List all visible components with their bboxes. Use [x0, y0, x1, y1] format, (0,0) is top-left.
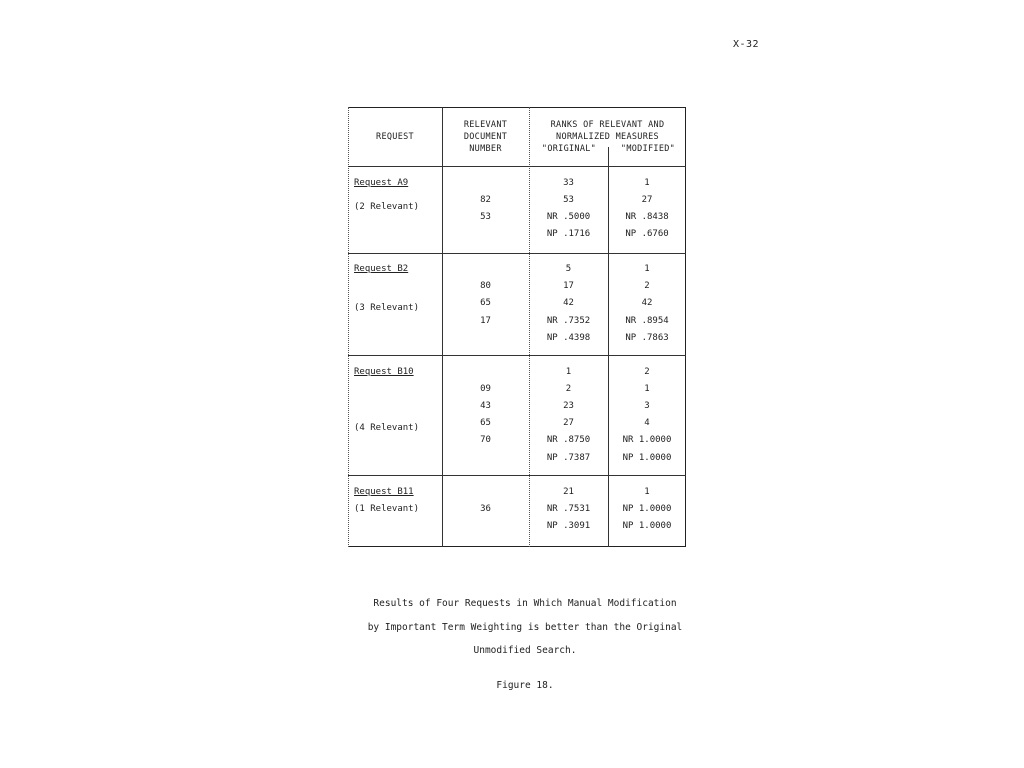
modified-measure: NR .8438 [625, 212, 669, 222]
doc-number: 82 [480, 195, 491, 205]
doc-number: 36 [480, 504, 491, 514]
doc-number: 53 [480, 212, 491, 222]
page-number: X-32 [733, 39, 760, 50]
doc-number: 65 [480, 298, 491, 308]
modified-rank: 2 [644, 281, 650, 291]
relevant-count: (1 Relevant) [354, 504, 420, 514]
modified-measure: NR .8954 [625, 316, 669, 326]
original-measure: NR .7352 [546, 316, 591, 326]
header-request: REQUEST [376, 132, 414, 142]
original-measure: NP .1716 [546, 229, 591, 239]
caption-line-2: by Important Term Weighting is better than the Original [367, 622, 683, 633]
caption-line-1: Results of Four Requests in Which Manual Modification [373, 598, 677, 609]
original-rank: 27 [563, 418, 574, 428]
doc-number: 70 [480, 435, 491, 445]
header-relevant-line2: DOCUMENT [463, 132, 508, 142]
group-rule-1 [348, 253, 686, 254]
doc-number: 80 [480, 281, 491, 291]
modified-measure: NP .7863 [625, 333, 669, 343]
original-rank: 33 [563, 178, 574, 188]
results-table [348, 107, 686, 547]
modified-measure: NP 1.0000 [622, 453, 672, 463]
col-sep-left [348, 107, 349, 547]
header-modified: "MODIFIED" [620, 144, 676, 154]
modified-rank: 1 [644, 384, 650, 394]
original-rank: 17 [563, 281, 574, 291]
request-label: Request B11 [354, 487, 414, 497]
original-rank: 2 [565, 384, 572, 394]
request-label: Request A9 [354, 178, 409, 188]
table-right-rule [685, 107, 686, 547]
modified-rank: 1 [644, 264, 650, 274]
relevant-count: (3 Relevant) [354, 303, 420, 313]
original-measure: NR .5000 [546, 212, 591, 222]
modified-rank: 1 [644, 487, 650, 497]
original-measure: NP .4398 [546, 333, 591, 343]
doc-number: 43 [480, 401, 491, 411]
figure-label: Figure 18. [496, 680, 554, 691]
header-relevant-line1: RELEVANT [463, 120, 508, 130]
header-original: "ORIGINAL" [541, 144, 597, 154]
modified-rank: 3 [644, 401, 650, 411]
table-top-rule [348, 107, 686, 108]
header-ranks-line1: RANKS OF RELEVANT AND [550, 120, 665, 130]
modified-measure: NR 1.0000 [622, 435, 672, 445]
request-label: Request B2 [354, 264, 409, 274]
doc-number: 09 [480, 384, 491, 394]
modified-measure: NP .6760 [625, 229, 669, 239]
original-measure: NR .7531 [546, 504, 591, 514]
modified-rank: 4 [644, 418, 650, 428]
original-rank: 42 [563, 298, 574, 308]
original-measure: NP .3091 [546, 521, 591, 531]
original-rank: 23 [563, 401, 574, 411]
relevant-count: (2 Relevant) [354, 202, 420, 212]
original-measure: NR .8750 [546, 435, 591, 445]
original-rank: 5 [565, 264, 572, 274]
header-ranks-line2: NORMALIZED MEASURES [556, 132, 659, 142]
table-bottom-rule [348, 546, 686, 547]
modified-rank: 1 [644, 178, 650, 188]
modified-measure: NP 1.0000 [622, 521, 672, 531]
modified-rank: 27 [641, 195, 653, 205]
modified-rank: 2 [644, 367, 650, 377]
doc-number: 17 [480, 316, 491, 326]
relevant-count: (4 Relevant) [354, 423, 420, 433]
header-relevant-doc [442, 119, 529, 155]
modified-measure: NP 1.0000 [622, 504, 672, 514]
caption-line-3: Unmodified Search. [473, 645, 577, 656]
original-rank: 1 [565, 367, 572, 377]
header-rule [348, 166, 686, 167]
group-rule-2 [348, 355, 686, 356]
original-rank: 53 [563, 195, 574, 205]
header-ranks [529, 119, 686, 143]
original-measure: NP .7387 [546, 453, 591, 463]
col-sep-doc [529, 107, 530, 547]
header-relevant-line3: NUMBER [469, 144, 502, 154]
request-label: Request B10 [354, 367, 414, 377]
doc-number: 65 [480, 418, 491, 428]
col-sep-request [442, 107, 443, 547]
modified-rank: 42 [641, 298, 653, 308]
original-rank: 21 [563, 487, 574, 497]
group-rule-3 [348, 475, 686, 476]
